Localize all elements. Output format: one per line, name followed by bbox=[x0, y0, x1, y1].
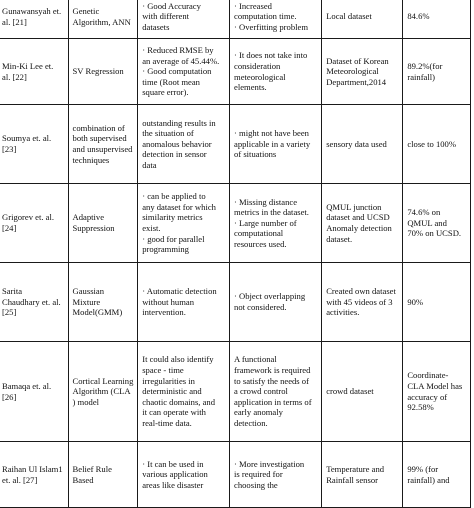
cell-line: Soumya et. al. bbox=[2, 133, 52, 144]
cell-line: · Good computation bbox=[142, 66, 212, 77]
author-cell bbox=[0, 39, 68, 105]
cell-line: Adaptive bbox=[72, 212, 105, 223]
cell-line: of situations bbox=[234, 149, 277, 160]
cell-line: resources used. bbox=[234, 238, 287, 249]
cell-line: · It does not take into bbox=[234, 50, 308, 61]
cell-line: real-time data. bbox=[142, 417, 192, 428]
cell-text bbox=[407, 139, 467, 150]
cell-text bbox=[2, 212, 65, 233]
cell-text bbox=[407, 11, 467, 22]
cell-text bbox=[234, 1, 318, 33]
cell-line: applicable in a variety bbox=[234, 138, 311, 149]
cell-text bbox=[73, 286, 135, 318]
cell-line: · can be applied to bbox=[142, 191, 206, 202]
cell-line: Rainfall sensor bbox=[326, 474, 378, 485]
cell-text bbox=[2, 61, 65, 82]
cell-line: exist. bbox=[142, 223, 161, 233]
cell-line: Grigorev et. al. bbox=[2, 212, 55, 223]
cell-line: Raihan Ul Islam1 bbox=[2, 463, 63, 474]
cell-line: CLA Model has bbox=[407, 380, 463, 391]
accuracy-cell bbox=[403, 442, 471, 508]
cell-line: 92.58% bbox=[407, 402, 434, 413]
cell-line: [23] bbox=[2, 144, 17, 154]
table-row bbox=[0, 105, 471, 184]
dataset-cell bbox=[322, 0, 403, 39]
advantages-cell bbox=[138, 342, 230, 442]
cell-line: Algorithm, ANN bbox=[72, 16, 131, 27]
limitations-cell bbox=[230, 442, 322, 508]
cell-text bbox=[2, 464, 65, 485]
cell-line: Based bbox=[72, 474, 94, 485]
cell-line: datasets bbox=[142, 21, 170, 32]
cell-line: Genetic bbox=[72, 5, 100, 16]
cell-line: SV Regression bbox=[72, 66, 124, 77]
table-row bbox=[0, 263, 471, 342]
table-row bbox=[0, 39, 471, 105]
cell-text bbox=[142, 118, 226, 171]
dataset-cell bbox=[322, 184, 403, 263]
cell-line: sensory data used bbox=[326, 138, 387, 149]
cell-line: · Object overlapping bbox=[234, 291, 306, 302]
cell-line: to satisfy the needs of bbox=[234, 375, 309, 386]
cell-text bbox=[407, 297, 467, 308]
cell-line: without human bbox=[142, 296, 195, 307]
cell-text bbox=[2, 6, 65, 27]
cell-line: QMUL and bbox=[407, 217, 447, 228]
cell-line: application in terms of bbox=[234, 396, 312, 407]
cell-line: [25] bbox=[2, 307, 17, 318]
cell-line: · Reduced RMSE by bbox=[142, 45, 214, 56]
dataset-cell bbox=[322, 263, 403, 342]
accuracy-cell bbox=[403, 184, 471, 263]
author-cell bbox=[0, 184, 68, 263]
cell-line: · good for parallel bbox=[142, 233, 205, 244]
cell-line: rainfall) bbox=[407, 71, 436, 82]
cell-text bbox=[326, 464, 399, 485]
cell-line: Department,2014 bbox=[326, 76, 387, 87]
accuracy-cell bbox=[403, 342, 471, 442]
cell-text bbox=[234, 197, 318, 250]
author-cell bbox=[0, 442, 68, 508]
cell-line: square error). bbox=[142, 87, 189, 98]
cell-line: 70% on UCSD. bbox=[407, 228, 462, 239]
table-row bbox=[0, 342, 471, 442]
cell-text bbox=[407, 464, 467, 485]
cell-text bbox=[73, 123, 135, 165]
cell-line: Cortical Learning bbox=[72, 375, 134, 386]
cell-line: irregularities in bbox=[142, 375, 195, 386]
technique-cell bbox=[68, 39, 138, 105]
cell-line: activities. bbox=[326, 307, 360, 318]
table-row bbox=[0, 442, 471, 508]
cell-line: similarity metrics bbox=[142, 212, 203, 223]
cell-line: anomalous behavior bbox=[142, 138, 212, 149]
cell-line: 84.6% bbox=[407, 11, 430, 22]
cell-line: elements. bbox=[234, 82, 267, 93]
limitations-cell bbox=[230, 263, 322, 342]
cell-line: an average of 45.44%. bbox=[142, 55, 220, 66]
advantages-cell bbox=[138, 184, 230, 263]
cell-line: It could also identify bbox=[142, 354, 214, 365]
cell-line: various application bbox=[142, 469, 208, 480]
cell-line: techniques bbox=[72, 154, 110, 165]
cell-text bbox=[142, 191, 226, 255]
cell-line: space - time bbox=[142, 365, 184, 376]
cell-line: 89.2%(for bbox=[407, 60, 443, 71]
cell-line: Chaudhary et. al. bbox=[2, 296, 61, 307]
cell-line: combination of bbox=[72, 122, 125, 133]
cell-text bbox=[234, 459, 318, 491]
cell-line: · Automatic detection bbox=[142, 286, 217, 297]
cell-line: · Large number of bbox=[234, 217, 297, 228]
cell-line: a crowd control bbox=[234, 386, 288, 397]
cell-line: Sarita bbox=[2, 286, 23, 297]
cell-line: [24] bbox=[2, 223, 17, 233]
cell-line: QMUL junction bbox=[326, 201, 382, 212]
cell-line: Mixture bbox=[72, 296, 101, 307]
cell-line: intervention. bbox=[142, 307, 186, 318]
cell-line: not considered. bbox=[234, 302, 287, 312]
cell-line: · might not have been bbox=[234, 128, 309, 139]
technique-cell bbox=[68, 105, 138, 184]
technique-cell bbox=[68, 263, 138, 342]
cell-line: both supervised bbox=[72, 133, 127, 144]
advantages-cell bbox=[138, 263, 230, 342]
advantages-cell bbox=[138, 105, 230, 184]
cell-line: al. [22] bbox=[2, 71, 27, 82]
cell-text bbox=[407, 61, 467, 82]
cell-line: time (Root mean bbox=[142, 76, 200, 87]
limitations-cell bbox=[230, 105, 322, 184]
cell-text bbox=[326, 139, 399, 150]
cell-line: with 45 videos of 3 bbox=[326, 296, 393, 307]
cell-line: dataset. bbox=[326, 233, 353, 244]
advantages-cell bbox=[138, 39, 230, 105]
cell-text bbox=[142, 45, 226, 98]
cell-line: Algorithm (CLA bbox=[72, 386, 131, 397]
cell-line: Bamaqa et. al. bbox=[2, 380, 52, 391]
cell-text bbox=[234, 291, 318, 312]
cell-line: meteorological bbox=[234, 71, 286, 82]
cell-line: framework is required bbox=[234, 365, 311, 376]
cell-line: · Overfitting problem bbox=[234, 21, 308, 32]
cell-line: crowd dataset bbox=[326, 386, 374, 397]
table-row bbox=[0, 0, 471, 39]
cell-line: outstanding results in bbox=[142, 117, 216, 128]
cell-line: Local dataset bbox=[326, 11, 372, 22]
limitations-cell bbox=[230, 184, 322, 263]
limitations-cell bbox=[230, 39, 322, 105]
accuracy-cell bbox=[403, 263, 471, 342]
cell-line: early anomaly bbox=[234, 407, 283, 418]
cell-line: Model(GMM) bbox=[72, 307, 123, 318]
author-cell bbox=[0, 342, 68, 442]
advantages-cell bbox=[138, 0, 230, 39]
cell-line: detection in sensor bbox=[142, 149, 207, 160]
cell-line: Meteorological bbox=[326, 66, 379, 77]
cell-line: programming bbox=[142, 244, 189, 255]
dataset-cell bbox=[322, 442, 403, 508]
cell-line: any dataset for which bbox=[142, 201, 216, 212]
cell-text bbox=[73, 464, 135, 485]
cell-line: al. [21] bbox=[2, 16, 27, 27]
cell-line: 74.6% on bbox=[407, 207, 441, 218]
cell-line: data bbox=[142, 159, 157, 170]
technique-cell bbox=[68, 342, 138, 442]
cell-line: Dataset of Korean bbox=[326, 55, 389, 66]
cell-line: metrics in the dataset. bbox=[234, 207, 309, 218]
cell-text bbox=[407, 370, 467, 412]
cell-line: consideration bbox=[234, 60, 281, 71]
limitations-cell bbox=[230, 0, 322, 39]
cell-text bbox=[142, 459, 226, 491]
cell-line: 99% (for bbox=[407, 463, 439, 474]
cell-line: Created own dataset bbox=[326, 286, 396, 297]
cell-line: computational bbox=[234, 228, 284, 239]
cell-line: Min-Ki Lee et. bbox=[2, 60, 54, 71]
cell-line: [26] bbox=[2, 391, 17, 402]
cell-text bbox=[326, 56, 399, 88]
cell-line: Anomaly detection bbox=[326, 223, 392, 233]
cell-line: the situation of bbox=[142, 128, 194, 139]
cell-text bbox=[2, 133, 65, 154]
cell-line: dataset and UCSD bbox=[326, 212, 390, 223]
cell-line: areas like disaster bbox=[142, 479, 204, 490]
cell-text bbox=[142, 1, 226, 33]
cell-text bbox=[326, 11, 399, 22]
cell-text bbox=[326, 202, 399, 244]
cell-line: choosing the bbox=[234, 479, 278, 490]
cell-text bbox=[234, 128, 318, 160]
cell-line: ) model bbox=[72, 396, 100, 407]
cell-text bbox=[234, 50, 318, 92]
limitations-cell bbox=[230, 342, 322, 442]
cell-line: computation time. bbox=[234, 11, 297, 22]
cell-text bbox=[142, 354, 226, 428]
cell-text bbox=[234, 354, 318, 428]
cell-text bbox=[73, 212, 135, 233]
cell-line: close to 100% bbox=[407, 138, 457, 149]
dataset-cell bbox=[322, 39, 403, 105]
advantages-cell bbox=[138, 442, 230, 508]
cell-line: deterministic and bbox=[142, 386, 202, 397]
cell-line: et. al. [27] bbox=[2, 474, 38, 485]
cell-text bbox=[326, 286, 399, 318]
cell-text bbox=[2, 381, 65, 402]
author-cell bbox=[0, 0, 68, 39]
accuracy-cell bbox=[403, 105, 471, 184]
accuracy-cell bbox=[403, 0, 471, 39]
cell-line: · Missing distance bbox=[234, 196, 298, 207]
author-cell bbox=[0, 105, 68, 184]
cell-line: is required for bbox=[234, 469, 283, 480]
author-cell bbox=[0, 263, 68, 342]
cell-line: with different bbox=[142, 11, 190, 22]
cell-line: and unsupervised bbox=[72, 144, 133, 154]
cell-text bbox=[73, 376, 135, 408]
table-row bbox=[0, 184, 471, 263]
technique-cell bbox=[68, 442, 138, 508]
cell-line: rainfall) and bbox=[407, 474, 450, 485]
cell-line: chaotic domains, and bbox=[142, 396, 215, 407]
cell-text bbox=[142, 286, 226, 318]
cell-line: 90% bbox=[407, 296, 424, 307]
cell-line: · Good Accuracy bbox=[142, 0, 201, 11]
cell-line: Temperature and bbox=[326, 463, 385, 474]
technique-cell bbox=[68, 184, 138, 263]
dataset-cell bbox=[322, 342, 403, 442]
cell-line: Belief Rule bbox=[72, 463, 112, 474]
cell-line: Gunawansyah et. bbox=[2, 5, 62, 16]
cell-line: Coordinate- bbox=[407, 370, 449, 381]
cell-line: · More investigation bbox=[234, 458, 305, 469]
cell-text bbox=[73, 6, 135, 27]
cell-line: Suppression bbox=[72, 223, 115, 233]
cell-line: Gaussian bbox=[72, 286, 105, 297]
cell-text bbox=[2, 286, 65, 318]
cell-line: it can operate with bbox=[142, 407, 206, 418]
cell-text bbox=[73, 66, 135, 77]
cell-line: · Increased bbox=[234, 0, 272, 11]
cell-line: · It can be used in bbox=[142, 458, 204, 469]
cell-line: accuracy of bbox=[407, 391, 448, 402]
dataset-cell bbox=[322, 105, 403, 184]
accuracy-cell bbox=[403, 39, 471, 105]
cell-text bbox=[326, 386, 399, 397]
cell-line: A functional bbox=[234, 354, 277, 365]
technique-cell bbox=[68, 0, 138, 39]
cell-text bbox=[407, 207, 467, 239]
cell-line: detection. bbox=[234, 417, 268, 428]
